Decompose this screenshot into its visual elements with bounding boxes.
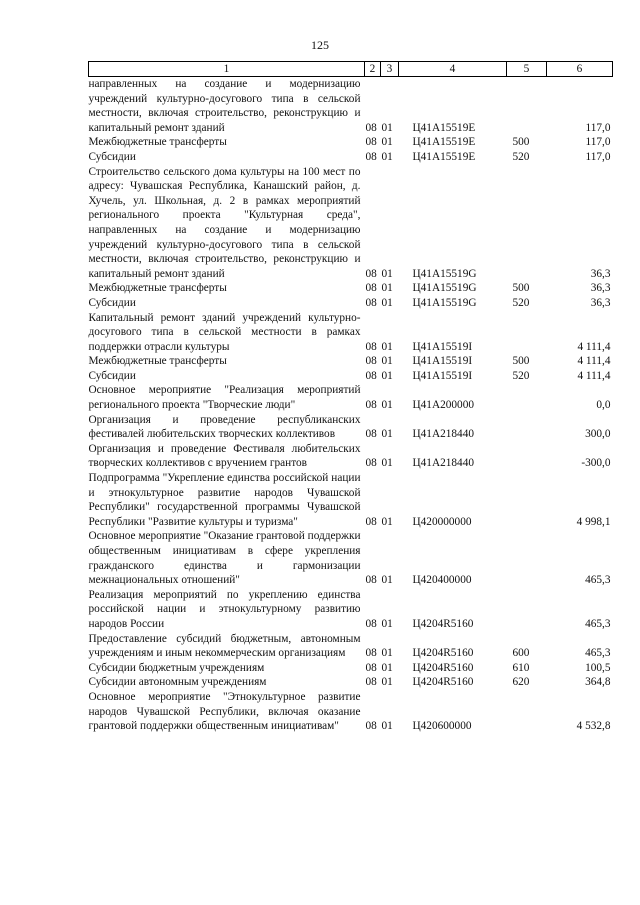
row-name: Субсидии <box>88 296 136 309</box>
row-amount: 465,3 <box>585 617 611 630</box>
table-row <box>89 383 613 412</box>
row-section: 08 <box>365 267 377 280</box>
row-section: 08 <box>365 399 377 412</box>
row-amount: 4 111,4 <box>577 355 611 368</box>
row-expense-type <box>507 311 547 355</box>
budget-table <box>88 61 613 734</box>
row-section: 08 <box>365 340 377 353</box>
row-subsection: 01 <box>381 661 393 674</box>
row-section: 08 <box>365 121 377 134</box>
row-amount: 465,3 <box>585 647 611 660</box>
row-subsection: 01 <box>381 676 393 689</box>
row-subsection: 01 <box>381 267 393 280</box>
table-row <box>89 471 613 529</box>
row-expense-type: 610 <box>512 661 530 674</box>
row-target-code: Ц41А15519Е <box>412 150 476 163</box>
row-amount: 117,0 <box>585 150 611 163</box>
row-expense-type: 500 <box>512 136 530 149</box>
row-target-code: Ц41А15519I <box>412 355 473 368</box>
row-amount: -300,0 <box>581 457 611 470</box>
row-expense-type: 620 <box>512 676 530 689</box>
row-section: 08 <box>365 647 377 660</box>
row-expense-type <box>507 413 547 442</box>
row-section: 08 <box>365 617 377 630</box>
row-name: Межбюджетные трансферты <box>88 282 227 295</box>
row-name: Строительство сельского дома культуры на 100 мест по адресу: Чувашская Республика, Канашский район, д. Хучель, ул. Школьная, д. 2 в рамках мероприятий регионального проекта "Культурная среда", направленных на создание и модернизацию учреждений культурно-досугового типа в сельской местности, включая строительство, реконструкцию и капитальный ремонт зданий <box>88 165 361 280</box>
table-row <box>89 529 613 587</box>
row-subsection: 01 <box>381 121 393 134</box>
row-expense-type <box>507 588 547 632</box>
row-expense-type <box>507 442 547 471</box>
table-body <box>89 77 613 734</box>
table-row <box>89 442 613 471</box>
row-name: Основное мероприятие "Реализация мероприятий регионального проекта "Творческие люди" <box>88 384 361 412</box>
row-amount: 4 532,8 <box>576 720 611 733</box>
row-name: Основное мероприятие "Оказание грантовой поддержки общественным инициативам в сфере укрепления гражданского единства и гармонизации межнациональных отношений" <box>88 530 361 587</box>
table-row <box>89 661 613 676</box>
row-section: 08 <box>365 136 377 149</box>
row-section: 08 <box>365 676 377 689</box>
row-target-code: Ц41А15519Е <box>412 121 476 134</box>
row-amount: 0,0 <box>596 399 611 412</box>
row-subsection: 01 <box>381 136 393 149</box>
row-target-code: Ц41А15519G <box>412 267 477 280</box>
row-target-code: Ц41А218440 <box>412 457 475 470</box>
row-name: Субсидии бюджетным учреждениям <box>88 661 265 674</box>
row-target-code: Ц41А15519G <box>412 282 477 295</box>
row-subsection: 01 <box>381 457 393 470</box>
row-target-code: Ц4204R5160 <box>412 647 474 660</box>
row-subsection: 01 <box>381 720 393 733</box>
table-row <box>89 165 613 282</box>
row-amount: 465,3 <box>585 574 611 587</box>
row-subsection: 01 <box>381 574 393 587</box>
row-expense-type: 500 <box>512 355 530 368</box>
table-row <box>89 413 613 442</box>
row-target-code: Ц4204R5160 <box>412 617 474 630</box>
table-row <box>89 690 613 734</box>
table-row <box>89 369 613 384</box>
row-expense-type: 500 <box>512 282 530 295</box>
row-target-code: Ц4204R5160 <box>412 676 474 689</box>
column-header-section: 2 <box>365 62 381 77</box>
row-amount: 100,5 <box>585 661 611 674</box>
row-expense-type: 600 <box>512 647 530 660</box>
column-header-amount: 6 <box>547 62 613 77</box>
row-expense-type <box>507 165 547 282</box>
table-row <box>89 281 613 296</box>
row-target-code: Ц41А15519G <box>412 296 477 309</box>
row-section: 08 <box>365 282 377 295</box>
row-section: 08 <box>365 720 377 733</box>
row-target-code: Ц4204R5160 <box>412 661 474 674</box>
row-subsection: 01 <box>381 647 393 660</box>
row-name: Субсидии <box>88 369 136 382</box>
row-subsection: 01 <box>381 296 393 309</box>
row-section: 08 <box>365 296 377 309</box>
row-expense-type <box>507 471 547 529</box>
row-subsection: 01 <box>381 617 393 630</box>
row-subsection: 01 <box>381 282 393 295</box>
table-row <box>89 296 613 311</box>
row-section: 08 <box>365 150 377 163</box>
column-header-target-code: 4 <box>399 62 507 77</box>
row-amount: 300,0 <box>585 428 611 441</box>
row-target-code: Ц41А15519I <box>412 340 473 353</box>
row-subsection: 01 <box>381 355 393 368</box>
row-target-code: Ц41А15519Е <box>412 136 476 149</box>
row-amount: 364,8 <box>585 676 611 689</box>
row-section: 08 <box>365 428 377 441</box>
row-target-code: Ц420400000 <box>412 574 472 587</box>
column-header-expense-type: 5 <box>507 62 547 77</box>
header-row <box>89 62 613 77</box>
row-section: 08 <box>365 574 377 587</box>
row-subsection: 01 <box>381 150 393 163</box>
row-expense-type <box>507 529 547 587</box>
row-target-code: Ц41А15519I <box>412 369 473 382</box>
column-header-subsection: 3 <box>381 62 399 77</box>
table-row <box>89 311 613 355</box>
row-target-code: Ц41А200000 <box>412 399 475 412</box>
row-name: Организация и проведение республиканских фестивалей любительских творческих коллективов <box>88 413 361 441</box>
row-amount: 4 998,1 <box>576 515 611 528</box>
row-amount: 4 111,4 <box>577 340 611 353</box>
row-expense-type <box>507 383 547 412</box>
row-expense-type: 520 <box>512 296 530 309</box>
row-subsection: 01 <box>381 399 393 412</box>
row-name: Межбюджетные трансферты <box>88 136 227 149</box>
row-section: 08 <box>365 369 377 382</box>
row-subsection: 01 <box>381 369 393 382</box>
row-amount: 36,3 <box>590 267 611 280</box>
row-name: Субсидии автономным учреждениям <box>88 676 267 689</box>
row-name: Основное мероприятие "Этнокультурное развитие народов Чувашской Республики, включая оказание грантовой поддержки общественным инициативам" <box>88 690 361 733</box>
row-target-code: Ц41А218440 <box>412 428 475 441</box>
row-section: 08 <box>365 355 377 368</box>
row-name: Субсидии <box>88 150 136 163</box>
row-name: Реализация мероприятий по укреплению единства российской нации и этнокультурному развитию народов России <box>88 588 361 630</box>
row-expense-type <box>507 77 547 136</box>
table-row <box>89 135 613 150</box>
table-header <box>89 62 613 77</box>
column-header-name: 1 <box>89 62 365 77</box>
row-amount: 36,3 <box>590 282 611 295</box>
row-name: Капитальный ремонт зданий учреждений культурно-досугового типа в сельской местности в рамках поддержки отрасли культуры <box>88 311 361 353</box>
table-row <box>89 150 613 165</box>
row-expense-type <box>507 690 547 734</box>
table-row <box>89 354 613 369</box>
page-number: 125 <box>311 38 329 52</box>
row-expense-type: 520 <box>512 369 530 382</box>
row-subsection: 01 <box>381 340 393 353</box>
row-name: Межбюджетные трансферты <box>88 355 227 368</box>
row-target-code: Ц420000000 <box>412 515 472 528</box>
row-section: 08 <box>365 661 377 674</box>
row-expense-type: 520 <box>512 150 530 163</box>
row-name: Организация и проведение Фестиваля любительских творческих коллективов с вручением грантов <box>88 442 361 470</box>
row-amount: 117,0 <box>585 121 611 134</box>
row-amount: 4 111,4 <box>577 369 611 382</box>
row-name: Подпрограмма "Укрепление единства российской нации и этнокультурное развитие народов Чувашской Республики" государственной программы Чувашской Республики "Развитие культуры и туризма" <box>88 472 361 528</box>
table-row <box>89 588 613 632</box>
row-amount: 36,3 <box>590 296 611 309</box>
row-subsection: 01 <box>381 515 393 528</box>
row-section: 08 <box>365 457 377 470</box>
row-name: Предоставление субсидий бюджетным, автономным учреждениям и иным некоммерческим организациям <box>88 632 361 660</box>
table-row <box>89 77 613 136</box>
row-subsection: 01 <box>381 428 393 441</box>
table-row <box>89 675 613 690</box>
row-section: 08 <box>365 515 377 528</box>
row-name: направленных на создание и модернизацию учреждений культурно-досугового типа в сельской местности, включая строительство, реконструкцию и капитальный ремонт зданий <box>88 78 361 134</box>
row-amount: 117,0 <box>585 136 611 149</box>
table-row <box>89 632 613 661</box>
row-target-code: Ц420600000 <box>412 720 472 733</box>
